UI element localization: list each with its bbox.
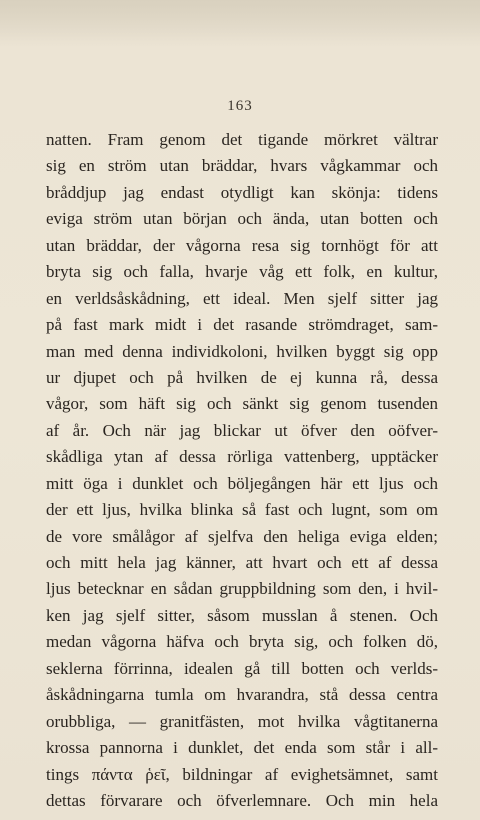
text-line: bråddjup jag endast otydligt kan skönja: tidens — [46, 182, 438, 202]
page-top-shadow — [0, 0, 480, 48]
text-line: ur djupet och på hvilken de ej kunna rå, dessa — [46, 367, 438, 387]
text-line: mitt öga i dunklet och böljegången här ett ljus och — [46, 473, 438, 493]
text-line: natten. Fram genom det tigande mörkret vältrar — [46, 130, 438, 149]
text-line: vågor, som häft sig och sänkt sig genom tusenden — [46, 394, 438, 414]
text-line: dettas förvarare och öfverlemnare. Och min hela — [46, 790, 438, 810]
text-line: på fast mark midt i det rasande strömdraget, sam- — [46, 315, 438, 335]
text-line: ljus betecknar en sådan gruppbildning som den, i hvil- — [46, 579, 438, 599]
body-text — [46, 127, 438, 814]
text-line: utan bräddar, der vågorna resa sig tornhögt för att — [46, 235, 438, 255]
text-line: krossa pannorna i dunklet, det enda som står i all- — [46, 738, 438, 758]
text-line: medan vågorna häfva och bryta sig, och folken dö, — [46, 632, 438, 652]
text-line: de vore smålågor af sjelfva den heliga eviga elden; — [46, 526, 438, 546]
text-line: sig en ström utan bräddar, hvars vågkammar och — [46, 156, 438, 176]
text-line: en verldsåskådning, ett ideal. Men sjelf sitter jag — [46, 288, 438, 308]
text-line: tings πάντα ῥεῖ, bildningar af evighetsämnet, samt — [46, 764, 438, 784]
text-line: åskådningarna tumla om hvarandra, stå dessa centra — [46, 685, 438, 705]
text-line: ken jag sjelf sitter, såsom musslan å stenen. Och — [46, 605, 438, 625]
text-line: orubbliga, — granitfästen, mot hvilka vågtitanerna — [46, 711, 438, 731]
text-line: eviga ström utan början och ända, utan botten och — [46, 209, 438, 229]
page-number: 163 — [227, 98, 253, 114]
text-line: der ett ljus, hvilka blinka så fast och lugnt, som om — [46, 500, 438, 520]
text-line: och mitt hela jag känner, att hvart och ett af dessa — [46, 553, 438, 572]
text-line: bryta sig och falla, hvarje våg ett folk, en kultur, — [46, 262, 438, 282]
text-line: seklerna förrinna, idealen gå till botten och verlds- — [46, 658, 438, 678]
text-line: skådliga ytan af dessa rörliga vattenberg, upptäcker — [46, 447, 438, 467]
text-line: man med denna individkoloni, hvilken byggt sig opp — [46, 341, 438, 361]
text-line: af år. Och när jag blickar ut öfver den oöfver- — [46, 420, 438, 440]
